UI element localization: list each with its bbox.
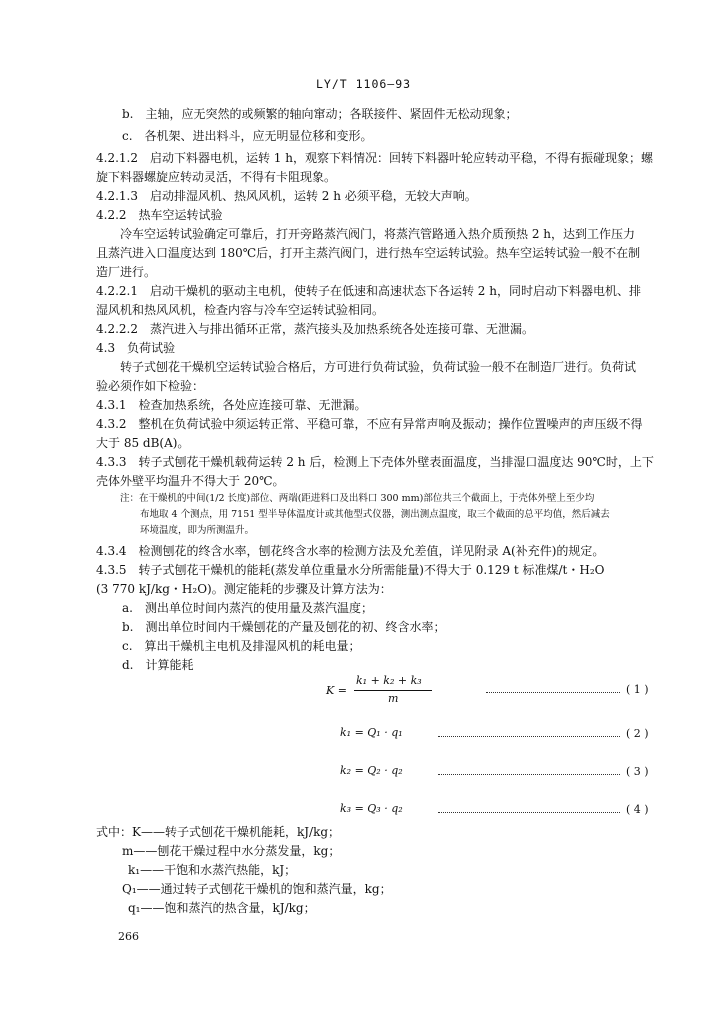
clause-4-2-2-para-line1: 冷车空运转试验确定可靠后，打开旁路蒸汽阀门，将蒸汽管路通入热介质预热 2 h，达到工作压力 xyxy=(120,227,635,241)
step-a: a. 测出单位时间内蒸汽的使用量及蒸汽温度； xyxy=(122,601,373,615)
step-d: d. 计算能耗 xyxy=(122,658,194,672)
legend-q1-upper: Q₁——通过转子式刨花干燥机的饱和蒸汽量，kg； xyxy=(122,882,392,896)
step-c: c. 算出干燥机主电机及排湿风机的耗电量； xyxy=(122,639,361,653)
clause-4-2-1-3: 4.2.1.3 启动排湿风机、热风风机，运转 2 h 必须平稳，无较大声响。 xyxy=(96,189,477,203)
formula-4-number: ( 4 ) xyxy=(626,803,649,816)
clause-4-3-3-line1: 4.3.3 转子式刨花干燥机载荷运转 2 h 后，检测上下壳体外壁表面温度，当排湿口温度达 90℃时，上下 xyxy=(96,455,654,469)
note-line1: 注：在干燥机的中间(1/2 长度)部位、两端(距进料口及出料口 300 mm)部位共三个截面上，于壳体外壁上至少均 xyxy=(120,493,595,504)
clause-4-3-5-line1: 4.3.5 转子式刨花干燥机的能耗(蒸发单位重量水分所需能量)不得大于 0.129 t 标准煤/t・H₂O xyxy=(96,563,605,577)
formula-3-leader xyxy=(438,774,620,775)
formula-1-denominator: m xyxy=(388,692,399,705)
step-b: b. 测出单位时间内干燥刨花的产量及刨花的初、终含水率； xyxy=(122,620,446,634)
legend-m: m——刨花干燥过程中水分蒸发量，kg； xyxy=(122,844,341,858)
formula-1-leader xyxy=(486,692,620,693)
formula-1-numerator: k₁ + k₂ + k₃ xyxy=(356,674,422,687)
clause-4-2-2-para-line3: 造厂进行。 xyxy=(96,265,157,279)
clause-4-2-2-1-line2: 湿风机和热风风机，检查内容与冷车空运转试验相同。 xyxy=(96,303,385,317)
clause-4-3-2-line2: 大于 85 dB(A)。 xyxy=(96,436,190,450)
formula-1-number: ( 1 ) xyxy=(626,683,649,696)
formula-2-number: ( 2 ) xyxy=(626,727,649,740)
formula-1-fraction-bar xyxy=(354,690,432,691)
formula-4: k₃ = Q₃ · q₂ xyxy=(340,802,403,815)
clause-4-3-5-line2: (3 770 kJ/kg・H₂O)。测定能耗的步骤及计算方法为： xyxy=(96,582,392,596)
clause-4-3-heading: 4.3 负荷试验 xyxy=(96,341,176,355)
formula-2-leader xyxy=(438,736,620,737)
legend-k: 式中：K——转子式刨花干燥机能耗，kJ/kg； xyxy=(96,825,341,839)
item-c: c. 各机架、进出料斗，应无明显位移和变形。 xyxy=(122,129,373,143)
page-number: 266 xyxy=(118,930,139,943)
clause-4-3-4: 4.3.4 检测刨花的终含水率，刨花终含水率的检测方法及允差值，详见附录 A(补充件)的规定。 xyxy=(96,544,605,558)
item-b: b. 主轴，应无突然的或频繁的轴向窜动；各联接件、紧固件无松动现象； xyxy=(122,107,518,121)
formula-3: k₂ = Q₂ · q₂ xyxy=(340,764,403,777)
formula-4-leader xyxy=(438,812,620,813)
note-line3: 环境温度，即为所测温升。 xyxy=(140,525,255,536)
clause-4-3-1: 4.3.1 检查加热系统，各处应连接可靠、无泄漏。 xyxy=(96,398,367,412)
clause-4-2-1-2-line2: 旋下料器螺旋应转动灵活，不得有卡阻现象。 xyxy=(96,170,337,184)
formula-3-number: ( 3 ) xyxy=(626,765,649,778)
clause-4-2-2-heading: 4.2.2 热车空运转试验 xyxy=(96,208,223,222)
legend-q1-lower: q₁——饱和蒸汽的热含量，kJ/kg； xyxy=(128,901,316,915)
standard-code: LY/T 1106—93 xyxy=(316,77,412,91)
clause-4-3-3-line2: 壳体外壁平均温升不得大于 20℃。 xyxy=(96,474,285,488)
clause-4-2-2-para-line2: 且蒸汽进入口温度达到 180℃后，打开主蒸汽阀门，进行热车空运转试验。热车空运转试验一般不在制 xyxy=(96,246,641,260)
clause-4-3-2-line1: 4.3.2 整机在负荷试验中须运转正常、平稳可靠，不应有异常声响及振动；操作位置噪声的声压级不得 xyxy=(96,417,643,431)
clause-4-2-2-1-line1: 4.2.2.1 启动干燥机的驱动主电机，使转子在低速和高速状态下各运转 2 h，同时启动下料器电机、排 xyxy=(96,284,641,298)
clause-4-2-2-2: 4.2.2.2 蒸汽进入与排出循环正常，蒸汽接头及加热系统各处连接可靠、无泄漏。 xyxy=(96,322,534,336)
legend-k1: k₁——干饱和水蒸汽热能，kJ； xyxy=(128,863,297,877)
clause-4-3-para-line1: 转子式刨花干燥机空运转试验合格后，方可进行负荷试验，负荷试验一般不在制造厂进行。负荷试 xyxy=(120,360,637,374)
clause-4-2-1-2-line1: 4.2.1.2 启动下料器电机，运转 1 h，观察下料情况：回转下料器叶轮应转动平稳，不得有振碰现象；螺 xyxy=(96,151,653,165)
note-line2: 布地取 4 个测点，用 7151 型半导体温度计或其他型式仪器，测出测点温度，取三个截面的总平均值，然后减去 xyxy=(140,509,610,520)
clause-4-3-para-line2: 验必须作如下检验： xyxy=(96,379,205,393)
formula-2: k₁ = Q₁ · q₁ xyxy=(340,726,403,739)
formula-1-lhs: K = xyxy=(326,684,347,697)
